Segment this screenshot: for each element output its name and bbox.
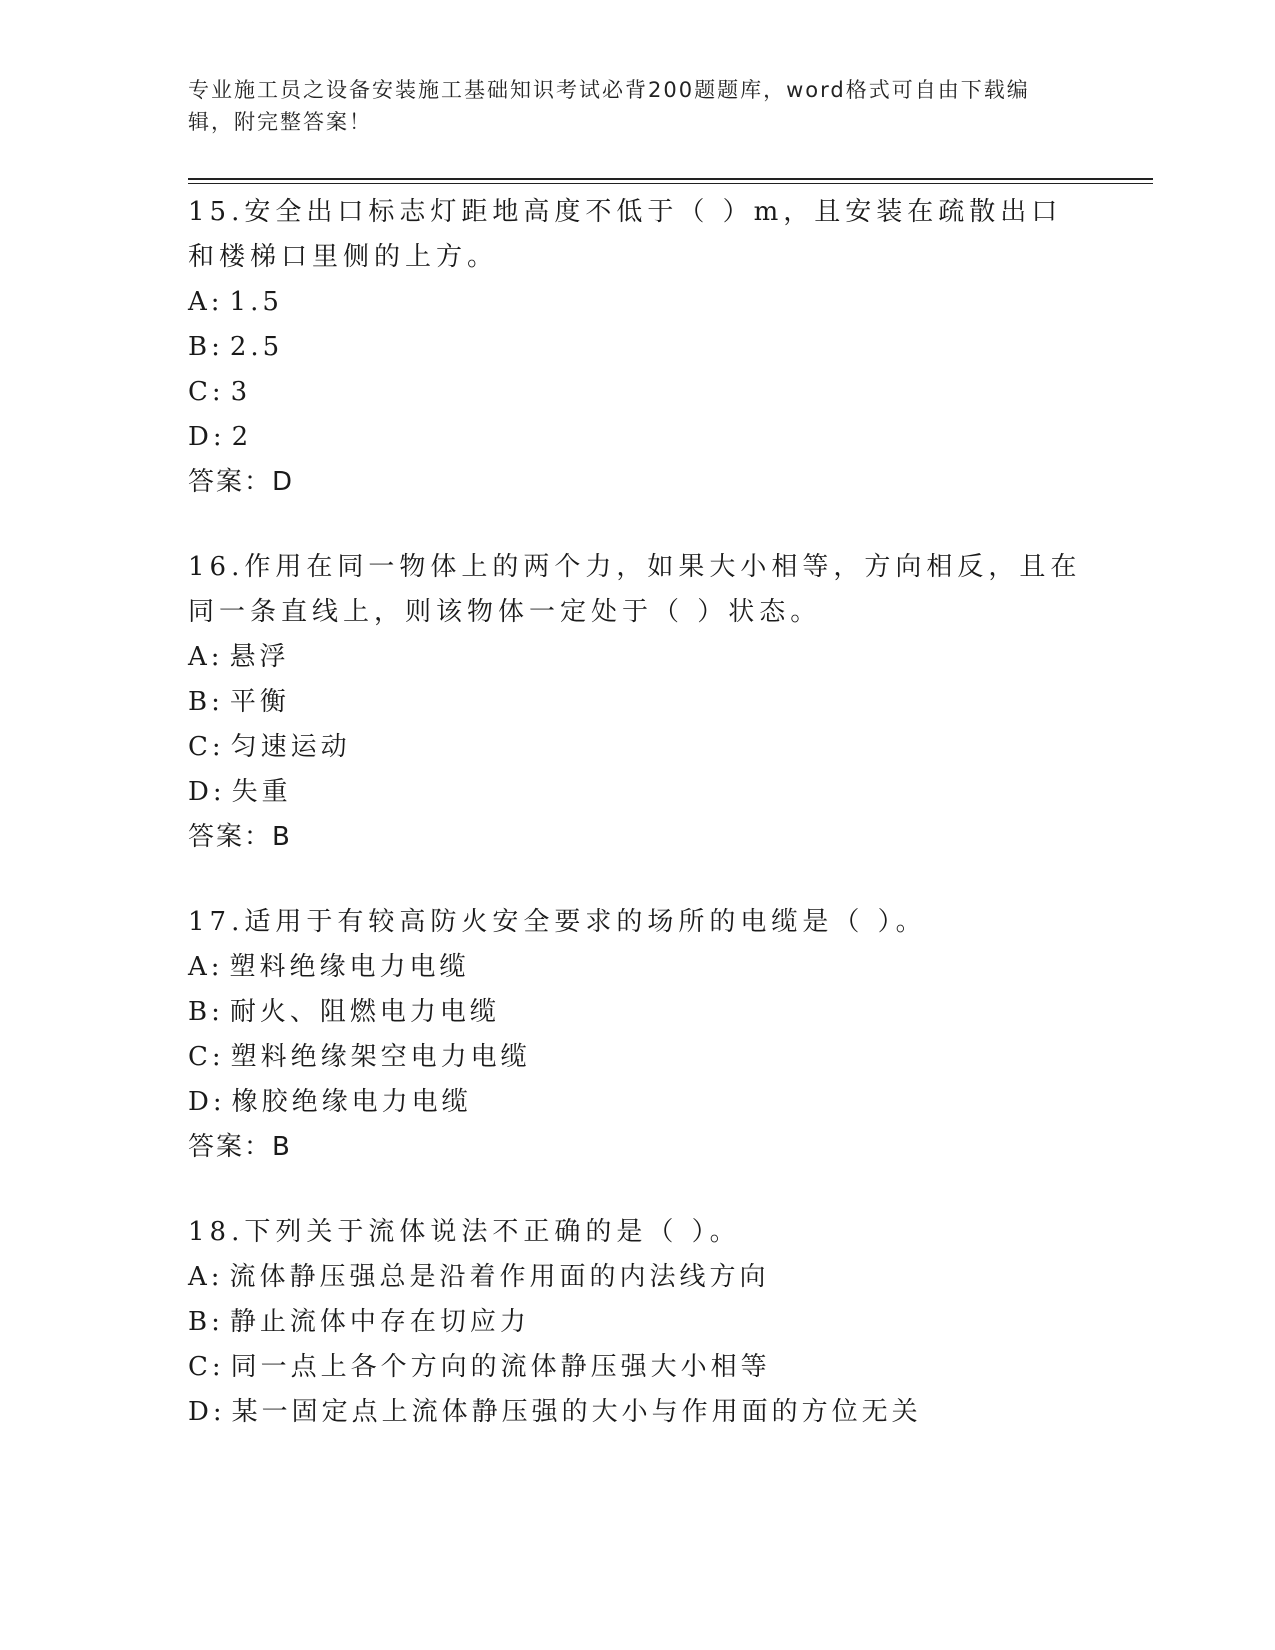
document-header <box>188 74 1068 138</box>
option-separator: : <box>212 777 226 807</box>
option-letter: A <box>188 287 211 317</box>
answer-label: 答案： <box>188 1132 273 1162</box>
option-c <box>188 725 1088 770</box>
option-text: 平衡 <box>229 687 290 717</box>
option-d <box>188 1390 1088 1435</box>
option-b <box>188 680 1088 725</box>
question-stem: 适用于有较高防火安全要求的场所的电缆是（ ）。 <box>244 907 927 937</box>
option-letter: B <box>188 332 212 362</box>
option-separator: : <box>212 422 226 452</box>
option-b <box>188 1300 1088 1345</box>
option-letter: B <box>188 687 212 717</box>
question-number: 16. <box>188 552 245 582</box>
option-text: 匀速运动 <box>230 732 351 762</box>
question-text <box>188 190 1088 280</box>
option-text: 某一固定点上流体静压强的大小与作用面的方位无关 <box>231 1397 922 1427</box>
option-text: 耐火、阻燃电力电缆 <box>229 997 500 1027</box>
option-text: 失重 <box>231 777 292 807</box>
question-number: 15. <box>188 197 245 227</box>
document-title: 专业施工员之设备安装施工基础知识考试必背200题题库，word格式可自由下载编辑，附完整答案！ <box>188 78 1030 134</box>
option-separator: : <box>211 997 224 1027</box>
question-stem: 作用在同一物体上的两个力，如果大小相等，方向相反，且在同一条直线上，则该物体一定处于（ ）状态。 <box>188 552 1082 627</box>
option-separator: : <box>211 377 225 407</box>
question-16 <box>188 545 1088 860</box>
option-text: 流体静压强总是沿着作用面的内法线方向 <box>229 1262 770 1292</box>
option-letter: D <box>188 1087 213 1117</box>
option-letter: A <box>188 952 211 982</box>
question-text <box>188 900 1088 945</box>
option-a <box>188 635 1088 680</box>
option-text: 橡胶绝缘电力电缆 <box>231 1087 472 1117</box>
option-separator: : <box>212 1397 226 1427</box>
option-c <box>188 1345 1088 1390</box>
option-text: 2.5 <box>229 332 284 362</box>
option-separator: : <box>211 687 224 717</box>
option-letter: D <box>188 422 213 452</box>
answer-label: 答案： <box>188 467 273 497</box>
answer-line <box>188 460 1088 505</box>
option-separator: : <box>210 1262 224 1292</box>
answer-line <box>188 815 1088 860</box>
question-number: 18. <box>188 1217 245 1247</box>
question-stem: 安全出口标志灯距地高度不低于（ ）m，且安装在疏散出口和楼梯口里侧的上方。 <box>188 197 1063 272</box>
option-letter: C <box>188 732 212 762</box>
option-letter: B <box>188 1307 212 1337</box>
option-b <box>188 990 1088 1035</box>
option-text: 静止流体中存在切应力 <box>229 1307 530 1337</box>
option-letter: B <box>188 997 212 1027</box>
option-letter: D <box>188 777 213 807</box>
option-d <box>188 415 1088 460</box>
option-text: 塑料绝缘架空电力电缆 <box>230 1042 531 1072</box>
option-text: 塑料绝缘电力电缆 <box>229 952 470 982</box>
option-a <box>188 1255 1088 1300</box>
option-letter: D <box>188 1397 213 1427</box>
option-letter: C <box>188 377 212 407</box>
question-stem: 下列关于流体说法不正确的是（ ）。 <box>244 1217 741 1247</box>
header-divider-thin <box>188 183 1153 184</box>
option-text: 1.5 <box>229 287 283 317</box>
question-15 <box>188 190 1088 505</box>
option-separator: : <box>211 332 224 362</box>
answer-value: B <box>272 1132 292 1162</box>
question-number: 17. <box>188 907 245 937</box>
option-separator: : <box>210 287 224 317</box>
option-d <box>188 1080 1088 1125</box>
option-letter: C <box>188 1352 212 1382</box>
option-a <box>188 945 1088 990</box>
answer-value: D <box>272 467 295 497</box>
option-text: 同一点上各个方向的流体静压强大小相等 <box>230 1352 771 1382</box>
option-b <box>188 325 1088 370</box>
header-divider-thick <box>188 178 1153 180</box>
answer-value: B <box>272 822 292 852</box>
option-separator: : <box>211 1042 225 1072</box>
option-letter: A <box>188 1262 211 1292</box>
option-d <box>188 770 1088 815</box>
option-separator: : <box>211 1307 224 1337</box>
option-text: 2 <box>231 422 253 452</box>
option-a <box>188 280 1088 325</box>
option-c <box>188 1035 1088 1080</box>
option-letter: C <box>188 1042 212 1072</box>
option-separator: : <box>210 642 224 672</box>
option-separator: : <box>212 1087 226 1117</box>
question-18 <box>188 1210 1088 1435</box>
option-c <box>188 370 1088 415</box>
option-text: 3 <box>230 377 252 407</box>
question-text <box>188 545 1088 635</box>
answer-label: 答案： <box>188 822 273 852</box>
option-separator: : <box>211 1352 225 1382</box>
option-separator: : <box>211 732 225 762</box>
option-separator: : <box>210 952 224 982</box>
question-list <box>188 190 1088 1475</box>
question-17 <box>188 900 1088 1170</box>
option-letter: A <box>188 642 211 672</box>
option-text: 悬浮 <box>229 642 290 672</box>
question-text <box>188 1210 1088 1255</box>
answer-line <box>188 1125 1088 1170</box>
